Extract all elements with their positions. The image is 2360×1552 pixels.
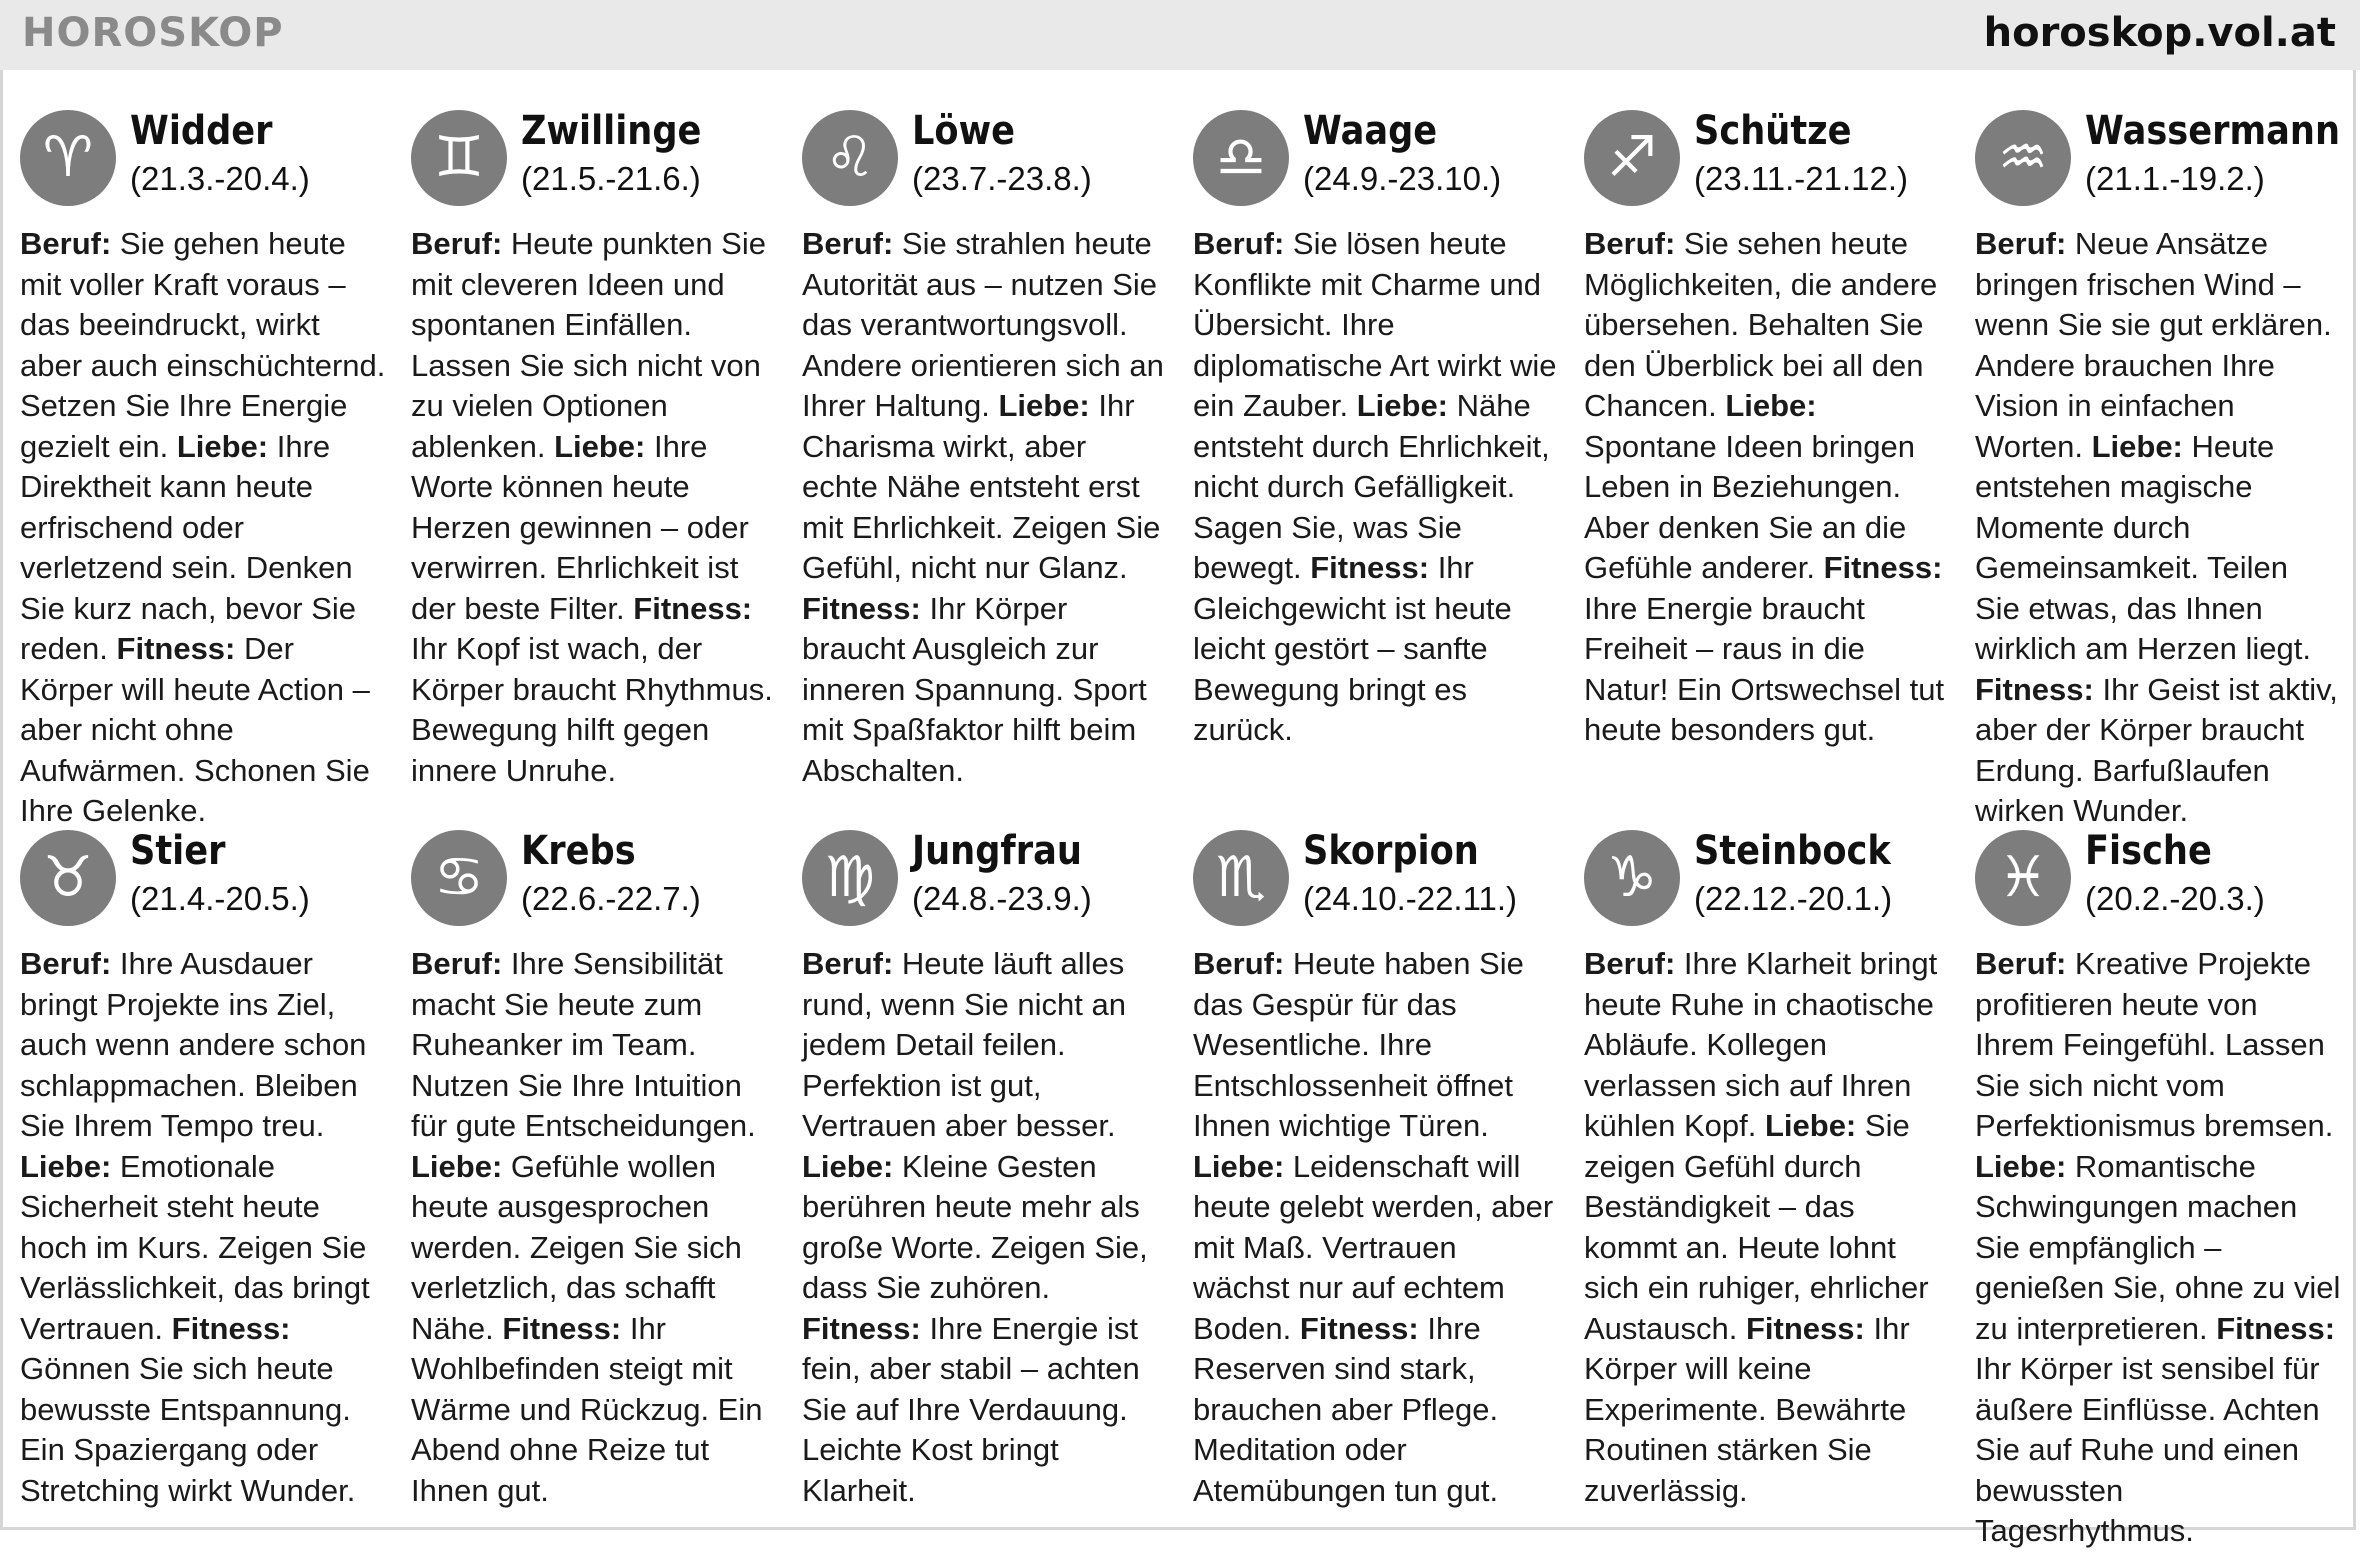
beruf-text: Heute läuft alles rund, wenn Sie nicht an jedem Detail feilen. Perfektion ist gut, Vertrauen aber besser. xyxy=(802,946,1126,1143)
beruf-text: Sie lösen heute Konflikte mit Charme und Übersicht. Ihre diplomatische Art wirkt wie ein Zauber. xyxy=(1193,226,1557,423)
beruf-text: Ihre Ausdauer bringt Projekte ins Ziel, auch wenn andere schon schlappmachen. Bleiben Sie Ihrem Tempo treu. xyxy=(20,946,367,1143)
sign-card-skorpion xyxy=(1193,828,1559,1518)
sign-header xyxy=(802,828,1168,938)
fitness-text: Gönnen Sie sich heute bewusste Entspannung. Ein Spaziergang oder Stretching wirkt Wunder. xyxy=(20,1351,356,1508)
fitness-text: Ihre Reserven sind stark, brauchen aber Pflege. Meditation oder Atemübungen tun gut. xyxy=(1193,1310,1499,1508)
label-beruf: Beruf: xyxy=(802,226,894,261)
aquarius-icon: ♒ xyxy=(1975,110,2071,206)
sign-dates: (20.2.-20.3.) xyxy=(2085,880,2265,917)
label-beruf: Beruf: xyxy=(1193,226,1285,261)
fitness-text: Ihr Körper ist sensibel für äußere Einflüsse. Achten Sie auf Ruhe und einen bewussten Tagesrhythmus. xyxy=(1975,1351,2320,1548)
sign-header xyxy=(1193,108,1559,218)
label-fitness: Fitness: xyxy=(802,590,921,626)
liebe-text: Heute entstehen magische Momente durch Gemeinsamkeit. Teilen Sie etwas, das Ihnen wirklich am Herzen liegt. xyxy=(1975,428,2311,666)
sign-name: Steinbock xyxy=(1694,828,1891,874)
label-beruf: Beruf: xyxy=(20,226,112,261)
liebe-text: Kleine Gesten berühren heute mehr als große Worte. Zeigen Sie, dass Sie zuhören. xyxy=(802,1148,1148,1305)
fitness-text: Ihre Energie braucht Freiheit – raus in die Natur! Ein Ortswechsel tut heute besonders gut. xyxy=(1584,590,1945,747)
sign-text xyxy=(20,224,386,832)
label-fitness: Fitness: xyxy=(633,590,753,626)
liebe-text: Ihre Worte können heute Herzen gewinnen – oder verwirren. Ehrlichkeit ist der beste Filter. xyxy=(411,428,749,626)
header-bar xyxy=(0,0,2360,70)
label-beruf: Beruf: xyxy=(1584,946,1676,981)
sign-text xyxy=(411,224,777,791)
label-beruf: Beruf: xyxy=(1975,946,2067,981)
liebe-text: Nähe entsteht durch Ehrlichkeit, nicht durch Gefälligkeit. Sagen Sie, was Sie bewegt. xyxy=(1193,388,1550,585)
sign-dates: (24.10.-22.11.) xyxy=(1303,880,1518,917)
liebe-text: Gefühle wollen heute ausgesprochen werden. Zeigen Sie sich verletzlich, das schafft Nähe. xyxy=(411,1148,742,1346)
sign-text xyxy=(1584,944,1950,1511)
sign-text xyxy=(1975,944,2341,1552)
sign-name: Stier xyxy=(130,828,226,874)
sign-dates: (22.6.-22.7.) xyxy=(521,880,701,917)
label-liebe: Liebe: xyxy=(2091,428,2183,464)
capricorn-icon: ♑ xyxy=(1584,830,1680,926)
label-liebe: Liebe: xyxy=(1193,1148,1285,1184)
sign-name: Widder xyxy=(130,108,273,154)
label-liebe: Liebe: xyxy=(1764,1108,1857,1143)
label-beruf: Beruf: xyxy=(1193,946,1285,981)
sign-name: Waage xyxy=(1303,108,1438,154)
label-fitness: Fitness: xyxy=(116,631,236,666)
fitness-text: Der Körper will heute Action – aber nicht ohne Aufwärmen. Schonen Sie Ihre Gelenke. xyxy=(20,631,370,828)
sign-text xyxy=(1975,224,2341,832)
sign-header xyxy=(20,828,386,938)
sign-text xyxy=(20,944,386,1511)
beruf-text: Heute haben Sie das Gespür für das Wesentliche. Ihre Entschlossenheit öffnet Ihnen wichtige Türen. xyxy=(1193,946,1524,1143)
scorpio-icon: ♏ xyxy=(1193,830,1289,926)
label-liebe: Liebe: xyxy=(1725,388,1817,423)
sagittarius-icon: ♐ xyxy=(1584,110,1680,206)
sign-header xyxy=(411,828,777,938)
sign-name: Wassermann xyxy=(2085,108,2341,154)
sign-dates: (21.5.-21.6.) xyxy=(521,160,701,197)
label-fitness: Fitness: xyxy=(2216,1310,2336,1346)
cancer-icon: ♋ xyxy=(411,830,507,926)
beruf-text: Neue Ansätze bringen frischen Wind – wenn Sie sie gut erklären. Andere brauchen Ihre Vision in einfachen Worten. xyxy=(1975,226,2332,464)
sign-text xyxy=(1584,224,1950,751)
fitness-text: Ihre Energie ist fein, aber stabil – achten Sie auf Ihre Verdauung. Leichte Kost bringt Klarheit. xyxy=(802,1310,1140,1508)
label-liebe: Liebe: xyxy=(998,388,1090,423)
site-link[interactable]: horoskop.vol.at xyxy=(1983,10,2336,56)
sign-dates: (23.7.-23.8.) xyxy=(912,160,1092,197)
sign-dates: (21.4.-20.5.) xyxy=(130,880,310,917)
sign-dates: (24.9.-23.10.) xyxy=(1303,160,1502,197)
liebe-text: Romantische Schwingungen machen Sie empfänglich – genießen Sie, ohne zu viel zu interpretieren. xyxy=(1975,1148,2341,1346)
fitness-text: Ihr Körper braucht Ausgleich zur inneren Spannung. Sport mit Spaßfaktor hilft beim Abschalten. xyxy=(802,590,1147,788)
sign-name: Krebs xyxy=(521,828,636,874)
label-liebe: Liebe: xyxy=(20,1148,112,1184)
sign-dates: (24.8.-23.9.) xyxy=(912,880,1092,917)
fitness-text: Ihr Geist ist aktiv, aber der Körper braucht Erdung. Barfußlaufen wirken Wunder. xyxy=(1975,671,2338,828)
beruf-text: Heute punkten Sie mit cleveren Ideen und spontanen Einfällen. Lassen Sie sich nicht von zu vielen Optionen ablenken. xyxy=(411,226,766,464)
label-beruf: Beruf: xyxy=(1975,226,2067,261)
sign-card-fische xyxy=(1975,828,2341,1548)
section-title: HOROSKOP xyxy=(22,10,284,56)
sign-text xyxy=(1193,944,1559,1511)
label-liebe: Liebe: xyxy=(176,428,269,464)
sign-header xyxy=(1584,108,1950,218)
sign-name: Fische xyxy=(2085,828,2212,874)
taurus-icon: ♉ xyxy=(20,830,116,926)
fitness-text: Ihr Körper will keine Experimente. Bewährte Routinen stärken Sie zuverlässig. xyxy=(1584,1310,1910,1508)
sign-header xyxy=(1975,828,2341,938)
sign-text xyxy=(411,944,777,1511)
sign-header xyxy=(20,108,386,218)
beruf-text: Ihre Sensibilität macht Sie heute zum Ruheanker im Team. Nutzen Sie Ihre Intuition für gute Entscheidungen. xyxy=(411,946,756,1143)
sign-card-löwe xyxy=(802,108,1168,818)
sign-header xyxy=(1975,108,2341,218)
label-fitness: Fitness: xyxy=(1310,550,1430,585)
fitness-text: Ihr Wohlbefinden steigt mit Wärme und Rückzug. Ein Abend ohne Reize tut Ihnen gut. xyxy=(411,1310,763,1508)
liebe-text: Emotionale Sicherheit steht heute hoch im Kurs. Zeigen Sie Verlässlichkeit, das bringt Vertrauen. xyxy=(20,1148,370,1346)
label-beruf: Beruf: xyxy=(1584,226,1676,261)
virgo-icon: ♍ xyxy=(802,830,898,926)
sign-card-jungfrau xyxy=(802,828,1168,1518)
label-liebe: Liebe: xyxy=(1356,388,1449,423)
label-liebe: Liebe: xyxy=(411,1148,503,1184)
sign-card-zwillinge xyxy=(411,108,777,818)
aries-icon: ♈ xyxy=(20,110,116,206)
sign-name: Löwe xyxy=(912,108,1016,154)
label-fitness: Fitness: xyxy=(502,1310,622,1346)
fitness-text: Ihr Gleichgewicht ist heute leicht gestört – sanfte Bewegung bringt es zurück. xyxy=(1193,550,1512,747)
label-fitness: Fitness: xyxy=(1975,671,2094,707)
label-fitness: Fitness: xyxy=(1299,1310,1419,1346)
sign-dates: (23.11.-21.12.) xyxy=(1694,160,1909,197)
label-beruf: Beruf: xyxy=(411,226,503,261)
fitness-text: Ihr Kopf ist wach, der Körper braucht Rhythmus. Bewegung hilft gegen innere Unruhe. xyxy=(411,631,773,788)
sign-name: Jungfrau xyxy=(912,828,1082,874)
label-fitness: Fitness: xyxy=(1823,550,1943,585)
label-fitness: Fitness: xyxy=(1745,1310,1865,1346)
libra-icon: ♎ xyxy=(1193,110,1289,206)
beruf-text: Kreative Projekte profitieren heute von Ihrem Feingefühl. Lassen Sie sich nicht vom Perfektionismus bremsen. xyxy=(1975,946,2334,1143)
label-beruf: Beruf: xyxy=(20,946,112,981)
leo-icon: ♌ xyxy=(802,110,898,206)
sign-dates: (21.1.-19.2.) xyxy=(2085,160,2265,197)
sign-card-wassermann xyxy=(1975,108,2341,828)
label-liebe: Liebe: xyxy=(802,1148,894,1184)
label-beruf: Beruf: xyxy=(802,946,894,981)
sign-card-stier xyxy=(20,828,386,1518)
liebe-text: Ihr Charisma wirkt, aber echte Nähe entsteht erst mit Ehrlichkeit. Zeigen Sie Gefühl, nicht nur Glanz. xyxy=(802,388,1161,585)
beruf-text: Ihre Klarheit bringt heute Ruhe in chaotische Abläufe. Kollegen verlassen sich auf Ihren kühlen Kopf. xyxy=(1584,946,1938,1143)
sign-header xyxy=(1193,828,1559,938)
beruf-text: Sie gehen heute mit voller Kraft voraus – das beeindruckt, wirkt aber auch einschüchternd. Setzen Sie Ihre Energie gezielt ein. xyxy=(20,226,386,464)
label-fitness: Fitness: xyxy=(802,1310,921,1346)
sign-card-krebs xyxy=(411,828,777,1518)
sign-dates: (22.12.-20.1.) xyxy=(1694,880,1893,917)
sign-name: Skorpion xyxy=(1303,828,1479,874)
sign-card-waage xyxy=(1193,108,1559,818)
sign-name: Zwillinge xyxy=(521,108,702,154)
sign-card-steinbock xyxy=(1584,828,1950,1518)
sign-text xyxy=(802,944,1168,1511)
label-liebe: Liebe: xyxy=(1975,1148,2067,1184)
liebe-text: Ihre Direktheit kann heute erfrischend oder verletzend sein. Denken Sie kurz nach, bevor Sie reden. xyxy=(20,428,357,666)
gemini-icon: ♊ xyxy=(411,110,507,206)
sign-header xyxy=(411,108,777,218)
sign-header xyxy=(802,108,1168,218)
sign-header xyxy=(1584,828,1950,938)
sign-card-widder xyxy=(20,108,386,828)
liebe-text: Spontane Ideen bringen Leben in Beziehungen. Aber denken Sie an die Gefühle anderer. xyxy=(1584,428,1915,585)
label-fitness: Fitness: xyxy=(171,1310,291,1346)
liebe-text: Sie zeigen Gefühl durch Beständigkeit – das kommt an. Heute lohnt sich ein ruhiger, ehrlicher Austausch. xyxy=(1584,1108,1929,1346)
beruf-text: Sie sehen heute Möglichkeiten, die andere übersehen. Behalten Sie den Überblick bei all den Chancen. xyxy=(1584,226,1938,423)
sign-name: Schütze xyxy=(1694,108,1852,154)
horoscope-grid xyxy=(20,108,2341,1548)
beruf-text: Sie strahlen heute Autorität aus – nutzen Sie das verantwortungsvoll. Andere orientieren sich an Ihrer Haltung. xyxy=(802,226,1164,423)
sign-dates: (21.3.-20.4.) xyxy=(130,160,310,197)
sign-text xyxy=(1193,224,1559,751)
pisces-icon: ♓ xyxy=(1975,830,2071,926)
sign-card-schütze xyxy=(1584,108,1950,818)
sign-text xyxy=(802,224,1168,791)
label-liebe: Liebe: xyxy=(554,428,646,464)
label-beruf: Beruf: xyxy=(411,946,503,981)
liebe-text: Leidenschaft will heute gelebt werden, aber mit Maß. Vertrauen wächst nur auf echtem Boden. xyxy=(1193,1148,1554,1346)
